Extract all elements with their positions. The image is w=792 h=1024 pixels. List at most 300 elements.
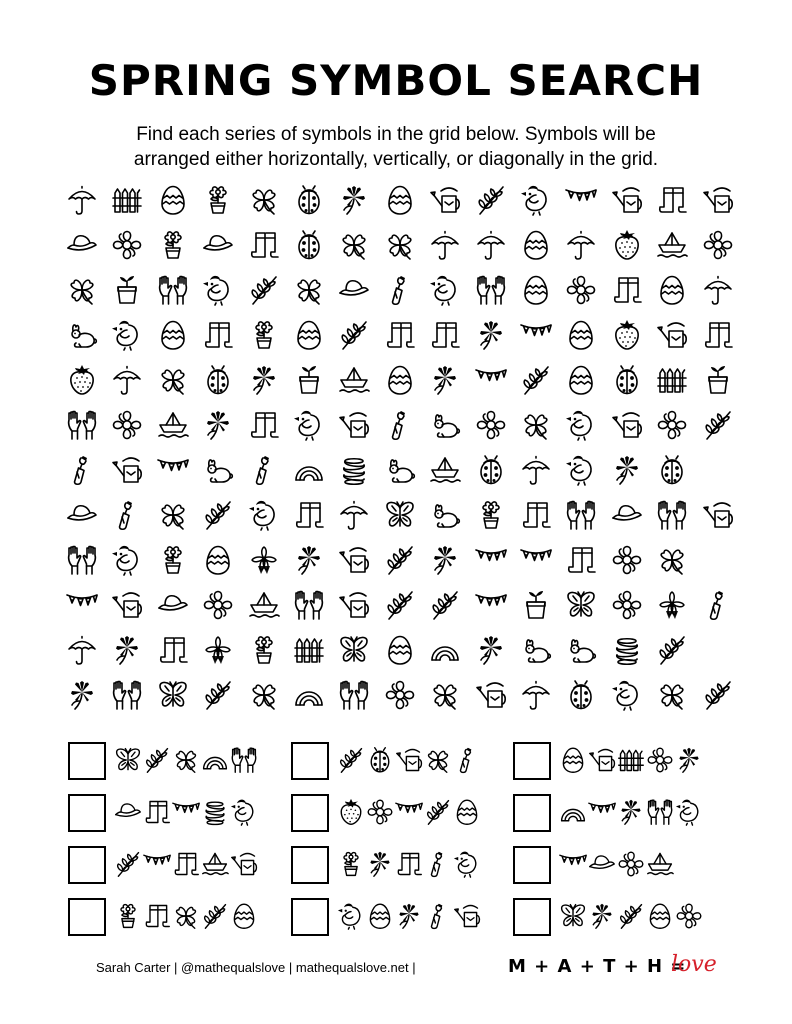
umbrella-icon [338,499,370,531]
paper-boat-icon [338,364,370,396]
grid-cell[interactable] [516,270,556,310]
bunting-icon [565,184,597,216]
grid-cell[interactable] [607,405,647,445]
grid-cell[interactable] [334,225,374,265]
grid-cell[interactable] [425,630,465,670]
cherry-blossom-icon [202,634,234,666]
grid-cell[interactable] [607,180,647,220]
boots-icon [293,499,325,531]
answer-checkbox[interactable] [291,742,329,780]
grid-cell[interactable] [516,585,556,625]
trowel-icon [384,274,416,306]
grid-cell[interactable] [289,450,329,490]
grid-cell[interactable] [425,360,465,400]
grid-cell[interactable] [244,225,284,265]
strawberry-icon [611,229,643,261]
grid-cell[interactable] [62,540,102,580]
flower-pot-icon [248,634,280,666]
daisy-icon [366,850,394,878]
butterfly-icon [114,746,142,774]
clover-icon [172,746,200,774]
flower-icon [475,409,507,441]
grid-cell[interactable] [471,315,511,355]
flower-icon [617,850,645,878]
answer-item [68,896,268,940]
grid-cell[interactable] [334,675,374,715]
watering-can-icon [656,319,688,351]
grid-cell[interactable] [62,585,102,625]
grid-cell[interactable] [561,225,601,265]
grid-cell[interactable] [107,405,147,445]
grid-cell[interactable] [516,630,556,670]
grid-cell[interactable] [652,225,692,265]
grid-cell[interactable] [153,405,193,445]
sprig-icon [656,634,688,666]
rainbow-icon [201,746,229,774]
grid-cell[interactable] [289,315,329,355]
flower-icon [646,746,674,774]
grid-cell[interactable] [425,675,465,715]
grid-cell[interactable] [198,630,238,670]
flower-pot-icon [337,850,365,878]
grid-cell[interactable] [607,585,647,625]
grid-cell[interactable] [698,360,738,400]
clover-icon [293,274,325,306]
grid-cell[interactable] [607,225,647,265]
grid-cell[interactable] [561,630,601,670]
boots-icon [611,274,643,306]
daisy-icon [111,634,143,666]
watering-can-icon [338,589,370,621]
grid-cell[interactable] [334,360,374,400]
answer-checkbox[interactable] [68,898,106,936]
grid-cell[interactable] [153,630,193,670]
egg-icon [230,902,258,930]
paper-boat-icon [201,850,229,878]
grid-cell[interactable] [471,405,511,445]
grid-cell[interactable] [62,630,102,670]
grid-cell[interactable] [153,270,193,310]
grid-cell[interactable] [334,405,374,445]
grid-cell[interactable] [334,270,374,310]
egg-icon [520,274,552,306]
grid-cell[interactable] [607,315,647,355]
grid-cell[interactable] [289,495,329,535]
grid-cell[interactable] [198,585,238,625]
trowel-icon [424,902,452,930]
grid-cell[interactable] [153,180,193,220]
grid-cell[interactable] [652,495,692,535]
grid-cell[interactable] [516,450,556,490]
grid-cell[interactable] [516,675,556,715]
clover-icon [384,229,416,261]
grid-cell[interactable] [561,585,601,625]
grid-cell[interactable] [244,675,284,715]
grid-cell[interactable] [107,180,147,220]
grid-cell[interactable] [561,675,601,715]
grid-cell[interactable] [380,180,420,220]
bunting-icon [559,850,587,878]
gloves-icon [66,409,98,441]
grid-cell[interactable] [516,540,556,580]
flower-pot-icon [157,544,189,576]
grid-cell[interactable] [425,450,465,490]
hat-icon [202,229,234,261]
grid-cell[interactable] [516,360,556,400]
watering-can-icon [702,499,734,531]
butterfly-icon [384,499,416,531]
grid-cell[interactable] [607,450,647,490]
flower-icon [675,902,703,930]
chick-icon [565,454,597,486]
sprig-icon [429,589,461,621]
grid-cell[interactable] [107,225,147,265]
grid-cell[interactable] [561,405,601,445]
sprig-icon [337,746,365,774]
footer [0,952,792,982]
answer-checkbox[interactable] [291,846,329,884]
grid-cell[interactable] [698,270,738,310]
grid-cell[interactable] [198,360,238,400]
grid-cell[interactable] [652,585,692,625]
watering-can-icon [111,454,143,486]
answer-checkbox[interactable] [291,794,329,832]
grid-cell[interactable] [652,360,692,400]
answer-checkbox[interactable] [68,742,106,780]
answer-item [68,792,268,836]
grid-cell[interactable] [62,675,102,715]
egg-icon [157,319,189,351]
grid-cell[interactable] [380,360,420,400]
grid-cell[interactable] [561,315,601,355]
grid-cell[interactable] [244,270,284,310]
grid-cell[interactable] [471,495,511,535]
grid-cell[interactable] [380,405,420,445]
umbrella-icon [520,679,552,711]
grid-cell[interactable] [244,360,284,400]
grid-cell[interactable] [471,630,511,670]
answer-checkbox[interactable] [68,794,106,832]
sprig-icon [143,746,171,774]
grid-cell[interactable] [698,450,738,490]
bunny-icon [66,319,98,351]
sprig-icon [617,902,645,930]
grid-cell[interactable] [561,270,601,310]
grid-cell[interactable] [289,630,329,670]
gloves-icon [157,274,189,306]
grid-cell[interactable] [153,540,193,580]
grid-cell[interactable] [698,540,738,580]
answer-item [291,844,491,888]
grid-cell[interactable] [698,315,738,355]
answer-checkbox[interactable] [68,846,106,884]
grid-cell[interactable] [107,495,147,535]
grid-cell[interactable] [198,225,238,265]
grid-cell[interactable] [561,540,601,580]
grid-cell[interactable] [107,540,147,580]
bunting-icon [475,589,507,621]
grid-cell[interactable] [334,315,374,355]
grid-cell[interactable] [698,495,738,535]
grid-cell[interactable] [516,225,556,265]
bunny-icon [202,454,234,486]
butterfly-icon [565,589,597,621]
hat-icon [114,798,142,826]
grid-cell[interactable] [471,270,511,310]
grid-cell[interactable] [107,585,147,625]
answer-checkbox[interactable] [513,742,551,780]
grid-cell[interactable] [62,270,102,310]
grid-cell[interactable] [62,405,102,445]
grid-cell[interactable] [289,270,329,310]
grid-cell[interactable] [698,585,738,625]
grid-cell[interactable] [244,405,284,445]
grid-cell[interactable] [380,540,420,580]
grid-cell[interactable] [425,180,465,220]
daisy-icon [611,454,643,486]
bunting-icon [520,319,552,351]
umbrella-icon [475,229,507,261]
grid-cell[interactable] [380,270,420,310]
grid-cell[interactable] [107,270,147,310]
grid-cell[interactable] [425,315,465,355]
grid-cell[interactable] [471,585,511,625]
hat-icon [338,274,370,306]
gloves-icon [230,746,258,774]
grid-cell[interactable] [198,495,238,535]
strawberry-icon [66,364,98,396]
grid-cell[interactable] [334,630,374,670]
gloves-icon [66,544,98,576]
grid-cell[interactable] [62,360,102,400]
grid-cell[interactable] [107,630,147,670]
grid-cell[interactable] [107,315,147,355]
flower-icon [202,589,234,621]
grid-cell[interactable] [244,180,284,220]
grid-cell[interactable] [153,585,193,625]
grid-cell[interactable] [380,315,420,355]
grid-cell[interactable] [425,270,465,310]
grid-cell[interactable] [561,180,601,220]
answer-item [513,792,713,836]
grid-cell[interactable] [425,540,465,580]
grid-cell[interactable] [607,540,647,580]
grid-cell[interactable] [561,450,601,490]
rainbow-icon [293,454,325,486]
grid-cell[interactable] [334,540,374,580]
butterfly-icon [559,902,587,930]
grid-cell[interactable] [62,450,102,490]
answer-checkbox[interactable] [291,898,329,936]
chick-icon [611,679,643,711]
grid-cell[interactable] [62,180,102,220]
grid-cell[interactable] [380,450,420,490]
grid-cell[interactable] [198,450,238,490]
grid-cell[interactable] [107,675,147,715]
plant-pot-icon [520,589,552,621]
grid-cell[interactable] [244,450,284,490]
grid-cell[interactable] [425,225,465,265]
grid-cell[interactable] [425,585,465,625]
rainbow-icon [429,634,461,666]
answer-checkbox[interactable] [513,794,551,832]
clover-icon [157,364,189,396]
grid-cell[interactable] [607,630,647,670]
grid-cell[interactable] [107,450,147,490]
grid-cell[interactable] [698,675,738,715]
answer-item [513,844,713,888]
grid-cell[interactable] [244,540,284,580]
grid-cell[interactable] [607,270,647,310]
grid-cell[interactable] [698,405,738,445]
grid-cell[interactable] [107,360,147,400]
grid-cell[interactable] [289,585,329,625]
chick-icon [248,499,280,531]
grid-cell[interactable] [516,180,556,220]
grid-cell[interactable] [289,405,329,445]
grid-cell[interactable] [334,180,374,220]
grid-cell[interactable] [561,495,601,535]
fence-icon [656,364,688,396]
strawberry-icon [337,798,365,826]
grid-cell[interactable] [62,315,102,355]
clover-icon [157,499,189,531]
grid-cell[interactable] [652,180,692,220]
grid-cell[interactable] [516,315,556,355]
footer-brand: M + A + T + H = [508,956,687,977]
grid-cell[interactable] [652,675,692,715]
grid-cell[interactable] [425,405,465,445]
grid-cell[interactable] [516,495,556,535]
flower-icon [366,798,394,826]
hat-icon [611,499,643,531]
grid-cell[interactable] [244,585,284,625]
grid-cell[interactable] [380,585,420,625]
trowel-icon [453,746,481,774]
paper-boat-icon [646,850,674,878]
grid-cell[interactable] [334,585,374,625]
daisy-icon [293,544,325,576]
grid-cell[interactable] [607,495,647,535]
grid-cell[interactable] [334,450,374,490]
grid-cell[interactable] [652,450,692,490]
daisy-icon [248,364,280,396]
clover-icon [172,902,200,930]
grid-cell[interactable] [153,675,193,715]
grid-cell[interactable] [607,675,647,715]
sprig-icon [338,319,370,351]
grid-cell[interactable] [289,180,329,220]
grid-cell[interactable] [198,405,238,445]
plant-pot-icon [111,274,143,306]
instructions-line-2: arranged either horizontally, vertically, or diagonally in the grid. [133,149,659,170]
boots-icon [202,319,234,351]
grid-cell[interactable] [425,495,465,535]
grid-cell[interactable] [380,225,420,265]
grid-cell[interactable] [471,675,511,715]
boots-icon [429,319,461,351]
watering-can-icon [230,850,258,878]
boots-icon [702,319,734,351]
egg-icon [293,319,325,351]
grid-cell[interactable] [471,360,511,400]
grid-cell[interactable] [244,495,284,535]
grid-cell[interactable] [198,180,238,220]
grid-cell[interactable] [244,630,284,670]
grid-cell[interactable] [153,495,193,535]
flower-icon [611,589,643,621]
egg-icon [656,274,688,306]
page-title: SPRING SYMBOL SEARCH [88,56,704,105]
grid-cell[interactable] [153,360,193,400]
boots-icon [520,499,552,531]
grid-cell[interactable] [289,360,329,400]
grid-cell[interactable] [198,540,238,580]
grid-cell[interactable] [652,630,692,670]
flower-pot-icon [157,229,189,261]
rainbow-icon [293,679,325,711]
grid-cell[interactable] [380,675,420,715]
grid-cell[interactable] [289,675,329,715]
ladybug-icon [293,184,325,216]
grid-cell[interactable] [471,540,511,580]
grid-cell[interactable] [652,270,692,310]
grid-cell[interactable] [698,180,738,220]
grid-cell[interactable] [62,495,102,535]
grid-cell[interactable] [153,450,193,490]
grid-cell[interactable] [334,495,374,535]
flower-pot-icon [202,184,234,216]
grid-cell[interactable] [698,630,738,670]
grid-cell[interactable] [471,180,511,220]
watering-can-icon [611,409,643,441]
answer-checkbox[interactable] [513,846,551,884]
answer-checkbox[interactable] [513,898,551,936]
boots-icon [565,544,597,576]
grid-cell[interactable] [471,225,511,265]
grid-cell[interactable] [652,405,692,445]
boots-icon [143,798,171,826]
grid-cell[interactable] [198,315,238,355]
boots-icon [395,850,423,878]
paper-boat-icon [656,229,688,261]
grid-cell[interactable] [471,450,511,490]
grid-cell[interactable] [289,225,329,265]
grid-cell[interactable] [652,540,692,580]
boots-icon [248,409,280,441]
chick-icon [111,319,143,351]
grid-cell[interactable] [380,495,420,535]
grid-cell[interactable] [244,315,284,355]
bunting-icon [157,454,189,486]
instructions [60,122,732,172]
grid-cell[interactable] [62,225,102,265]
grid-cell[interactable] [153,315,193,355]
grid-cell[interactable] [198,675,238,715]
grid-cell[interactable] [516,405,556,445]
flower-icon [656,409,688,441]
grid-cell[interactable] [380,630,420,670]
grid-cell[interactable] [607,360,647,400]
grid-cell[interactable] [698,225,738,265]
grid-cell[interactable] [561,360,601,400]
grid-cell[interactable] [198,270,238,310]
grid-cell[interactable] [289,540,329,580]
grid-cell[interactable] [652,315,692,355]
grid-cell[interactable] [153,225,193,265]
watering-can-icon [475,679,507,711]
answer-item [513,740,713,784]
